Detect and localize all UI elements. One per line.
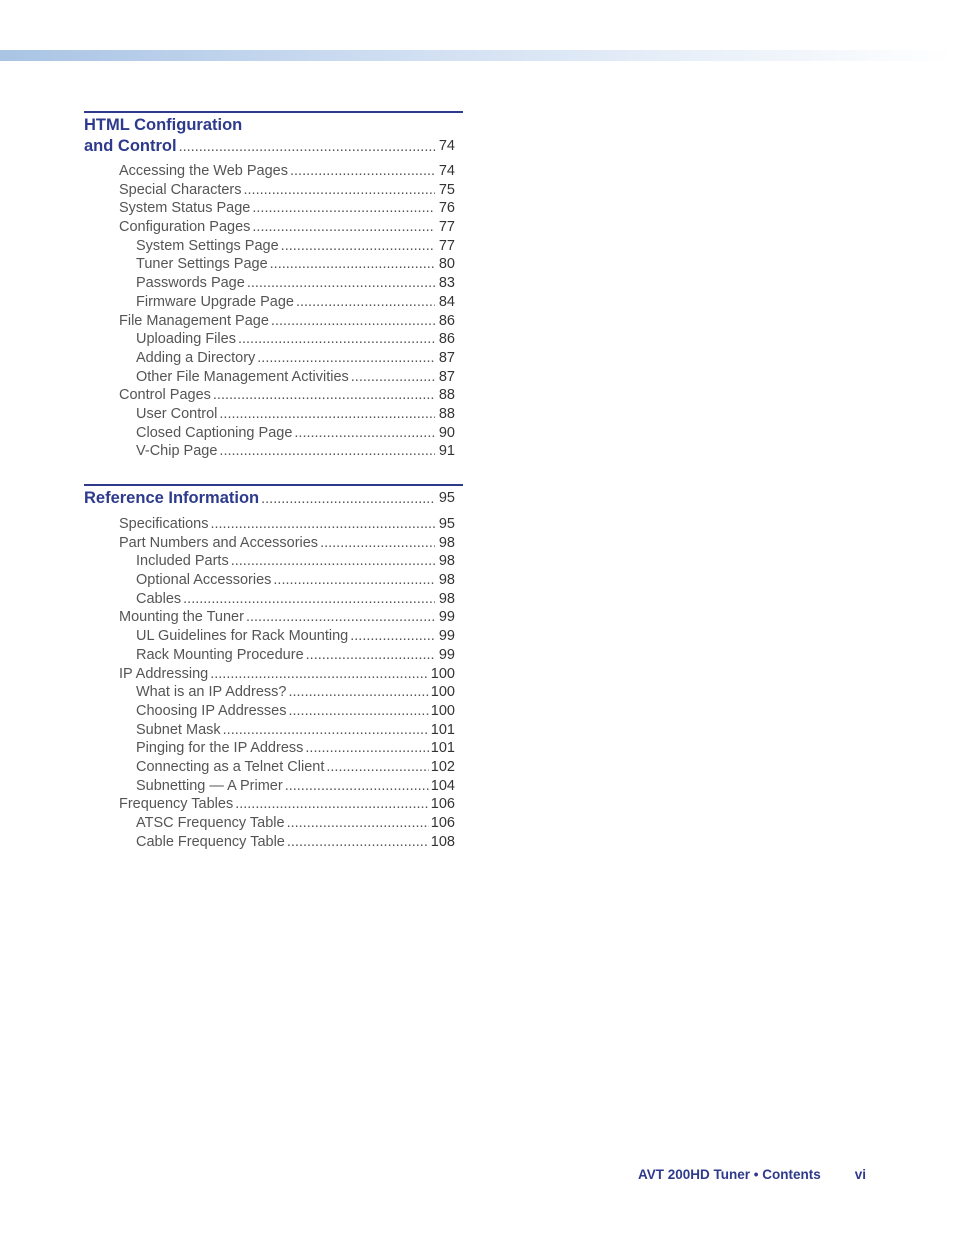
toc-entry-label: What is an IP Address? bbox=[136, 684, 287, 701]
toc-entry-page: 88 bbox=[438, 387, 455, 404]
toc-entry[interactable] bbox=[136, 330, 463, 349]
toc-entry[interactable] bbox=[136, 739, 463, 758]
toc-entry-label: Pinging for the IP Address bbox=[136, 740, 304, 757]
toc-entry[interactable] bbox=[136, 646, 463, 665]
toc-entry-page: 74 bbox=[438, 163, 455, 179]
toc-entry[interactable] bbox=[136, 721, 463, 740]
toc-entry[interactable] bbox=[136, 590, 463, 609]
leader-dots bbox=[136, 627, 435, 646]
leader-dots bbox=[136, 590, 435, 609]
toc-entry[interactable] bbox=[136, 255, 463, 274]
toc-entry-label: System Status Page bbox=[119, 200, 251, 217]
toc-entry-page: 98 bbox=[438, 572, 455, 589]
toc-entry-list bbox=[84, 515, 463, 851]
toc-section-reference-information bbox=[84, 484, 463, 851]
toc-entry-page: 101 bbox=[430, 721, 455, 738]
toc-entry-page: 88 bbox=[438, 405, 455, 422]
leader-dots bbox=[136, 777, 435, 796]
leader-dots bbox=[136, 424, 435, 443]
leader-dots bbox=[119, 181, 435, 200]
leader-dots bbox=[119, 162, 435, 181]
toc-entry-page: 86 bbox=[438, 312, 455, 329]
leader-dots bbox=[119, 795, 435, 814]
section-page-number: 95 bbox=[437, 488, 455, 509]
leader-dots bbox=[136, 349, 435, 368]
toc-entry[interactable] bbox=[119, 312, 463, 331]
leader-dots bbox=[136, 405, 435, 424]
toc-entry-page: 106 bbox=[430, 815, 455, 831]
toc-entry[interactable] bbox=[136, 442, 463, 461]
toc-entry-page: 76 bbox=[438, 200, 455, 217]
toc-entry-page: 101 bbox=[430, 740, 455, 757]
toc-entry[interactable] bbox=[136, 552, 463, 571]
toc-entry[interactable] bbox=[136, 424, 463, 443]
toc-entry-label: Tuner Settings Page bbox=[136, 256, 268, 273]
toc-entry[interactable] bbox=[136, 702, 463, 721]
toc-entry-page: 75 bbox=[438, 181, 455, 198]
toc-entry[interactable] bbox=[136, 814, 463, 833]
toc-entry[interactable] bbox=[119, 162, 463, 181]
section-heading-entry[interactable] bbox=[84, 488, 463, 509]
toc-entry-page: 87 bbox=[438, 368, 455, 385]
toc-entry[interactable] bbox=[119, 515, 463, 534]
toc-entry[interactable] bbox=[136, 777, 463, 796]
toc-entry-label: Subnet Mask bbox=[136, 721, 221, 738]
toc-entry-label: Optional Accessories bbox=[136, 572, 272, 589]
footer-title: AVT 200HD Tuner • Contents bbox=[638, 1167, 821, 1182]
toc-entry[interactable] bbox=[119, 795, 463, 814]
toc-entry-label: Configuration Pages bbox=[119, 219, 251, 236]
toc-entry[interactable] bbox=[136, 349, 463, 368]
toc-entry-page: 99 bbox=[438, 609, 455, 626]
section-title-line1: HTML Configuration bbox=[84, 116, 243, 134]
toc-entry-page: 90 bbox=[438, 424, 455, 441]
toc-entry-page: 98 bbox=[438, 590, 455, 607]
toc-entry-page: 100 bbox=[430, 684, 455, 701]
toc-entry-label: File Management Page bbox=[119, 312, 269, 329]
section-title: Reference Information bbox=[84, 489, 260, 507]
toc-entry[interactable] bbox=[136, 758, 463, 777]
section-page-number: 74 bbox=[437, 136, 455, 157]
toc-entry-label: Cable Frequency Table bbox=[136, 833, 285, 850]
toc-entry-page: 98 bbox=[438, 553, 455, 570]
leader-dots bbox=[119, 665, 435, 684]
toc-entry-label: User Control bbox=[136, 405, 218, 422]
toc-entry[interactable] bbox=[136, 293, 463, 312]
leader-dots bbox=[119, 608, 435, 627]
toc-entry-page: 77 bbox=[438, 219, 455, 236]
toc-entry-label: Choosing IP Addresses bbox=[136, 702, 287, 719]
toc-entry-page: 106 bbox=[430, 796, 455, 813]
toc-entry-label: Included Parts bbox=[136, 553, 229, 570]
toc-entry-label: Cables bbox=[136, 590, 182, 607]
toc-entry-label: Mounting the Tuner bbox=[119, 609, 244, 626]
leader-dots bbox=[136, 330, 435, 349]
leader-dots bbox=[84, 488, 435, 510]
section-heading-entry[interactable] bbox=[84, 136, 463, 157]
leader-dots bbox=[84, 136, 435, 158]
toc-entry-label: UL Guidelines for Rack Mounting bbox=[136, 628, 349, 645]
toc-entry-page: 83 bbox=[438, 275, 455, 292]
toc-entry-page: 87 bbox=[438, 349, 455, 366]
toc-entry-page: 98 bbox=[438, 534, 455, 551]
leader-dots bbox=[119, 534, 435, 553]
leader-dots bbox=[136, 702, 435, 721]
toc-entry-page: 86 bbox=[438, 331, 455, 348]
toc-entry-label: Specifications bbox=[119, 516, 209, 532]
toc-entry[interactable] bbox=[119, 608, 463, 627]
toc-entry-label: Special Characters bbox=[119, 181, 242, 198]
toc-entry[interactable] bbox=[136, 683, 463, 702]
toc-entry-page: 100 bbox=[430, 702, 455, 719]
toc-entry-label: Passwords Page bbox=[136, 275, 245, 292]
toc-section-html-configuration bbox=[84, 111, 463, 461]
leader-dots bbox=[136, 293, 435, 312]
toc-entry-list bbox=[84, 162, 463, 461]
toc-entry-label: Firmware Upgrade Page bbox=[136, 293, 294, 310]
leader-dots bbox=[119, 199, 435, 218]
toc-entry[interactable] bbox=[136, 571, 463, 590]
leader-dots bbox=[119, 218, 435, 237]
leader-dots bbox=[136, 237, 435, 256]
leader-dots bbox=[136, 683, 435, 702]
leader-dots bbox=[119, 386, 435, 405]
toc-entry[interactable] bbox=[119, 181, 463, 200]
leader-dots bbox=[136, 833, 435, 852]
leader-dots bbox=[136, 646, 435, 665]
toc-entry[interactable] bbox=[119, 534, 463, 553]
leader-dots bbox=[136, 274, 435, 293]
toc-entry-page: 99 bbox=[438, 646, 455, 663]
toc-entry-label: Adding a Directory bbox=[136, 349, 256, 366]
toc-entry-label: Closed Captioning Page bbox=[136, 424, 293, 441]
toc-entry-label: ATSC Frequency Table bbox=[136, 815, 285, 831]
toc-entry-label: Uploading Files bbox=[136, 331, 236, 348]
leader-dots bbox=[136, 552, 435, 571]
toc-entry-label: System Settings Page bbox=[136, 237, 279, 254]
toc-entry[interactable] bbox=[119, 218, 463, 237]
toc-entry-page: 100 bbox=[430, 665, 455, 682]
toc-entry-label: Connecting as a Telnet Client bbox=[136, 758, 325, 775]
toc-entry-page: 80 bbox=[438, 256, 455, 273]
toc-entry[interactable] bbox=[119, 199, 463, 218]
toc-entry-label: V-Chip Page bbox=[136, 443, 218, 460]
toc-entry-label: IP Addressing bbox=[119, 665, 209, 682]
toc-entry-label: Frequency Tables bbox=[119, 796, 234, 813]
section-title-line2: and Control bbox=[84, 137, 177, 155]
footer-page-number: vi bbox=[854, 1167, 866, 1182]
toc-entry-page: 108 bbox=[430, 833, 455, 850]
leader-dots bbox=[136, 758, 435, 777]
leader-dots bbox=[136, 721, 435, 740]
toc-entry-label: Other File Management Activities bbox=[136, 368, 349, 385]
toc-entry-page: 95 bbox=[438, 516, 455, 532]
toc-entry[interactable] bbox=[136, 405, 463, 424]
toc-entry-page: 91 bbox=[438, 443, 455, 460]
toc-entry[interactable] bbox=[136, 237, 463, 256]
header-gradient-bar bbox=[0, 50, 954, 61]
leader-dots bbox=[136, 255, 435, 274]
toc-entry-label: Accessing the Web Pages bbox=[119, 163, 288, 179]
toc-entry-page: 99 bbox=[438, 628, 455, 645]
toc-entry-label: Rack Mounting Procedure bbox=[136, 646, 304, 663]
toc-entry[interactable] bbox=[136, 627, 463, 646]
toc-entry[interactable] bbox=[119, 386, 463, 405]
leader-dots bbox=[136, 368, 435, 387]
leader-dots bbox=[136, 571, 435, 590]
toc-entry-page: 104 bbox=[430, 777, 455, 794]
page-footer bbox=[600, 1167, 866, 1187]
toc-entry-label: Control Pages bbox=[119, 387, 211, 404]
leader-dots bbox=[136, 814, 435, 833]
toc-entry-label: Part Numbers and Accessories bbox=[119, 534, 319, 551]
leader-dots bbox=[119, 312, 435, 331]
toc-entry-page: 77 bbox=[438, 237, 455, 254]
toc-entry[interactable] bbox=[136, 833, 463, 852]
toc-entry[interactable] bbox=[136, 368, 463, 387]
toc-entry-label: Subnetting — A Primer bbox=[136, 777, 283, 794]
toc-entry-page: 102 bbox=[430, 758, 455, 775]
leader-dots bbox=[136, 442, 435, 461]
leader-dots bbox=[136, 739, 435, 758]
toc-entry-page: 84 bbox=[438, 293, 455, 310]
toc-entry[interactable] bbox=[119, 665, 463, 684]
leader-dots bbox=[119, 515, 435, 534]
toc-entry[interactable] bbox=[136, 274, 463, 293]
